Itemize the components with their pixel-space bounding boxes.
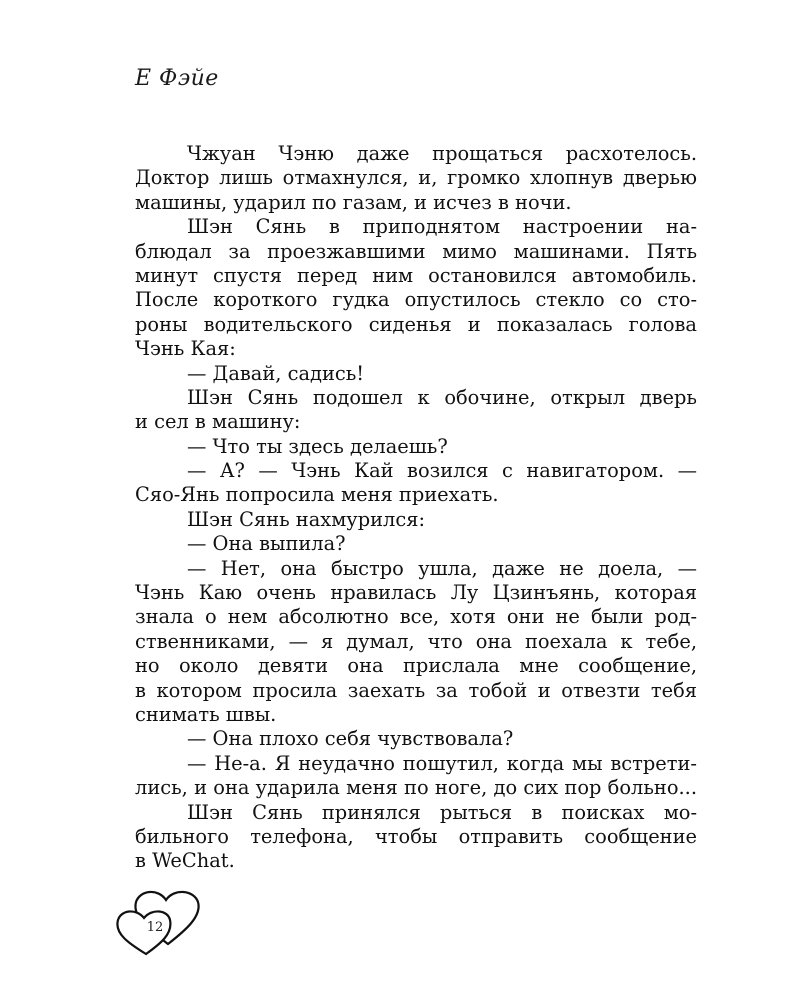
text-line: Шэн Сянь в приподнятом настроении на-: [187, 215, 697, 239]
text-line: но около девяти она прислала мне сообщение,: [135, 654, 697, 678]
text-line: Шэн Сянь подошел к обочине, открыл дверь: [187, 385, 697, 409]
text-line: снимать швы.: [135, 702, 277, 726]
text-line: Чэнь Каю очень нравилась Лу Цзинъянь, которая: [135, 581, 697, 605]
text-line: минут спустя перед ним остановился автомобиль.: [135, 263, 697, 287]
text-line: Сяо-Янь попросила меня приехать.: [135, 483, 499, 507]
body-text: [135, 142, 697, 874]
page-number-ornament: [110, 882, 210, 957]
text-line: роны водительского сиденья и показалась голова: [135, 312, 697, 336]
text-line: Чжуан Чэню даже прощаться расхотелось.: [187, 142, 697, 165]
text-line: в котором просила заехать за тобой и отвезти тебя: [135, 678, 697, 702]
page-number: 12: [146, 920, 164, 935]
text-line: Чэнь Кая:: [135, 337, 236, 361]
text-line: и сел в машину:: [135, 410, 301, 434]
text-line: блюдал за проезжавшими мимо машинами. Пять: [135, 239, 697, 263]
text-line: — Давай, садись!: [187, 361, 365, 385]
text-line: машины, ударил по газам, и исчез в ночи.: [135, 190, 572, 214]
text-line: ственниками, — я думал, что она поехала к тебе,: [135, 629, 697, 653]
text-line: в WeChat.: [135, 849, 235, 873]
text-line: Шэн Сянь принялся рыться в поисках мо-: [187, 800, 697, 824]
text-line: Доктор лишь отмахнулся, и, громко хлопнув дверью: [135, 166, 697, 190]
text-line: После короткого гудка опустилось стекло со сто-: [135, 288, 697, 312]
text-line: — Она выпила?: [187, 532, 346, 556]
text-line: — Что ты здесь делаешь?: [187, 434, 448, 458]
text-line: — Не-а. Я неудачно пошутил, когда мы встрети-: [187, 751, 697, 775]
text-line: лись, и она ударила меня по ноге, до сих пор больно...: [135, 776, 697, 800]
running-header-author: Е Фэйе: [135, 66, 219, 91]
text-line: знала о нем абсолютно все, хотя они не были род-: [135, 605, 697, 629]
text-line: — Нет, она быстро ушла, даже не доела, —: [187, 556, 697, 580]
text-line: бильного телефона, чтобы отправить сообщение: [135, 824, 697, 848]
text-line: Шэн Сянь нахмурился:: [187, 507, 425, 531]
text-line: — Она плохо себя чувствовала?: [187, 727, 514, 751]
text-line: — А? — Чэнь Кай возился с навигатором. —: [187, 459, 697, 483]
